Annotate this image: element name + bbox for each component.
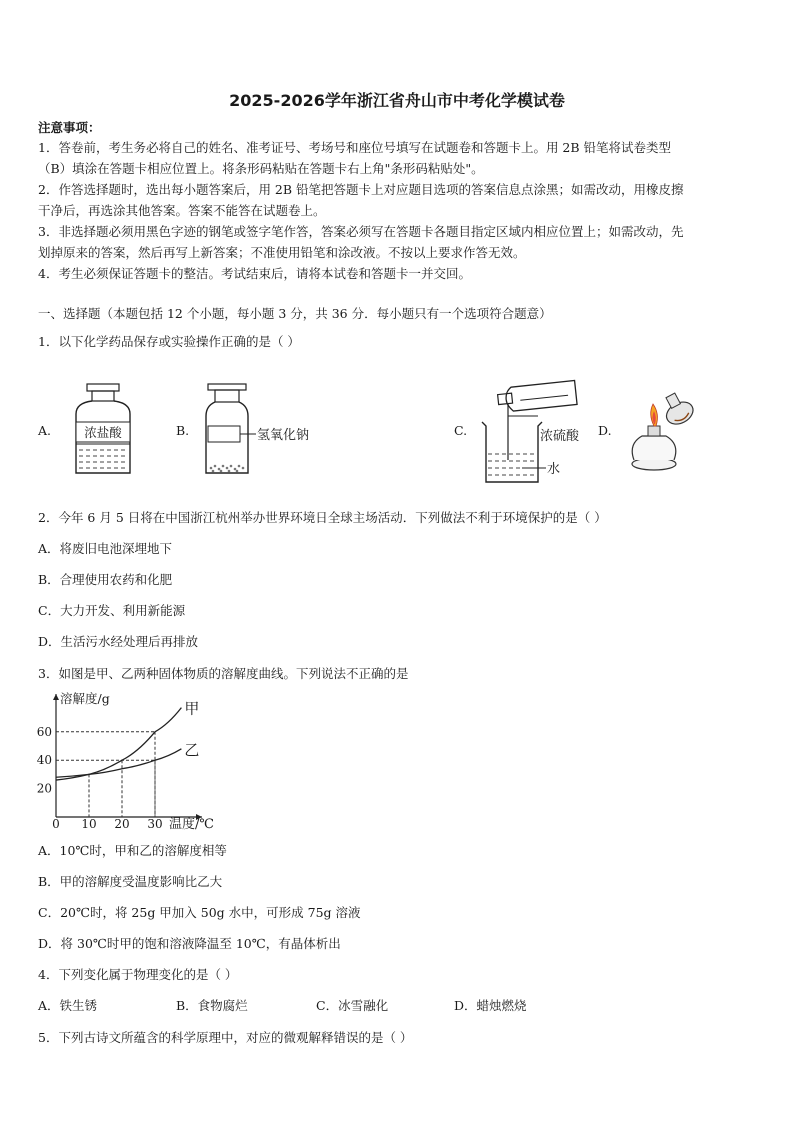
paper-title: 2025-2026学年浙江省舟山市中考化学模试卷 (229, 91, 565, 110)
question-5-stem: 5．下列古诗文所蕴含的科学原理中，对应的微观解释错误的是（ ） (38, 1030, 413, 1045)
q1-option-a-letter: A. (38, 423, 52, 438)
y-tick-label: 20 (36, 781, 52, 796)
notice-line: 划掉原来的答案，然后再写上新答案；不准使用铅笔和涂改液。不按以上要求作答无效。 (38, 245, 526, 260)
x-tick-label: 0 (52, 817, 60, 831)
q2-option: B．合理使用农药和化肥 (38, 572, 173, 587)
solubility-curve-chart (34, 690, 234, 836)
q4-option: B．食物腐烂 (176, 998, 248, 1013)
q2-option: D．生活污水经处理后再排放 (38, 634, 199, 649)
series-label-2: 乙 (184, 740, 200, 759)
beaker-water-label: 水 (547, 462, 561, 477)
section-heading: 一、选择题（本题包括 12 个小题，每小题 3 分，共 36 分．每小题只有一个选项符合题意） (38, 306, 552, 321)
y-axis-label: 溶解度/g (60, 691, 110, 706)
dilution-beaker-figure (472, 376, 590, 488)
series-label-1: 甲 (184, 699, 200, 718)
hydrochloric-acid-bottle-figure (70, 382, 152, 478)
notice-line: 3．非选择题必须用黑色字迹的钢笔或签字笔作答，答案必须写在答题卡各题目指定区域内相应位置上；如需改动，先 (38, 224, 684, 239)
q2-option: C．大力开发、利用新能源 (38, 603, 186, 618)
y-axis-arrow (53, 694, 59, 700)
bottle-b-label: 氢氧化钠 (257, 428, 310, 443)
q1-option-b-letter: B. (176, 423, 190, 438)
q4-option: D．蜡烛燃烧 (454, 998, 527, 1013)
q1-option-c-letter: C. (454, 423, 468, 438)
question-1-stem: 1．以下化学药品保存或实验操作正确的是（ ） (38, 334, 300, 349)
q2-option: A．将废旧电池深埋地下 (38, 541, 173, 556)
y-tick-label: 60 (36, 724, 52, 739)
y-tick-label: 40 (36, 753, 52, 768)
beaker-acid-label: 浓硫酸 (540, 429, 580, 444)
notice-line: 2．作答选择题时，选出每小题答案后，用 2B 铅笔把答题卡上对应题目选项的答案信息点涂黑；如需改动，用橡皮擦 (38, 182, 684, 197)
notice-heading: 注意事项： (38, 120, 101, 135)
q4-option: C．冰雪融化 (316, 998, 389, 1013)
x-tick-label: 20 (114, 817, 130, 831)
q3-option: B．甲的溶解度受温度影响比乙大 (38, 874, 223, 889)
q3-option: C．20℃时，将 25g 甲加入 50g 水中，可形成 75g 溶液 (38, 905, 361, 920)
alcohol-lamp-figure (620, 384, 702, 476)
notice-line: （B）填涂在答题卡相应位置上。将条形码粘贴在答题卡右上角"条形码粘贴处"。 (38, 161, 484, 176)
q1-option-d-letter: D. (598, 423, 612, 438)
sodium-hydroxide-bottle-figure (200, 382, 330, 478)
x-tick-label: 30 (147, 817, 163, 831)
x-axis-label: 温度/℃ (169, 817, 214, 832)
notice-line: 干净后，再选涂其他答案。答案不能答在试题卷上。 (38, 203, 326, 218)
question-3-stem: 3．如图是甲、乙两种固体物质的溶解度曲线。下列说法不正确的是 (38, 666, 409, 681)
q3-option: A．10℃时，甲和乙的溶解度相等 (38, 843, 227, 858)
q4-option: A．铁生锈 (38, 998, 98, 1013)
question-2-stem: 2．今年 6 月 5 日将在中国浙江杭州举办世界环境日全球主场活动．下列做法不利于环境保护的是（ ） (38, 510, 607, 525)
notice-line: 4．考生必须保证答题卡的整洁。考试结束后，请将本试卷和答题卡一并交回。 (38, 266, 471, 281)
question-4-stem: 4．下列变化属于物理变化的是（ ） (38, 967, 238, 982)
notice-line: 1．答卷前，考生务必将自己的姓名、准考证号、考场号和座位号填写在试题卷和答题卡上。用 2B 铅笔将试卷类型 (38, 140, 672, 155)
x-tick-label: 10 (81, 817, 97, 831)
bottle-a-label: 浓盐酸 (84, 425, 122, 440)
q3-option: D．将 30℃时甲的饱和溶液降温至 10℃，有晶体析出 (38, 936, 341, 951)
series-line-2 (56, 749, 181, 777)
